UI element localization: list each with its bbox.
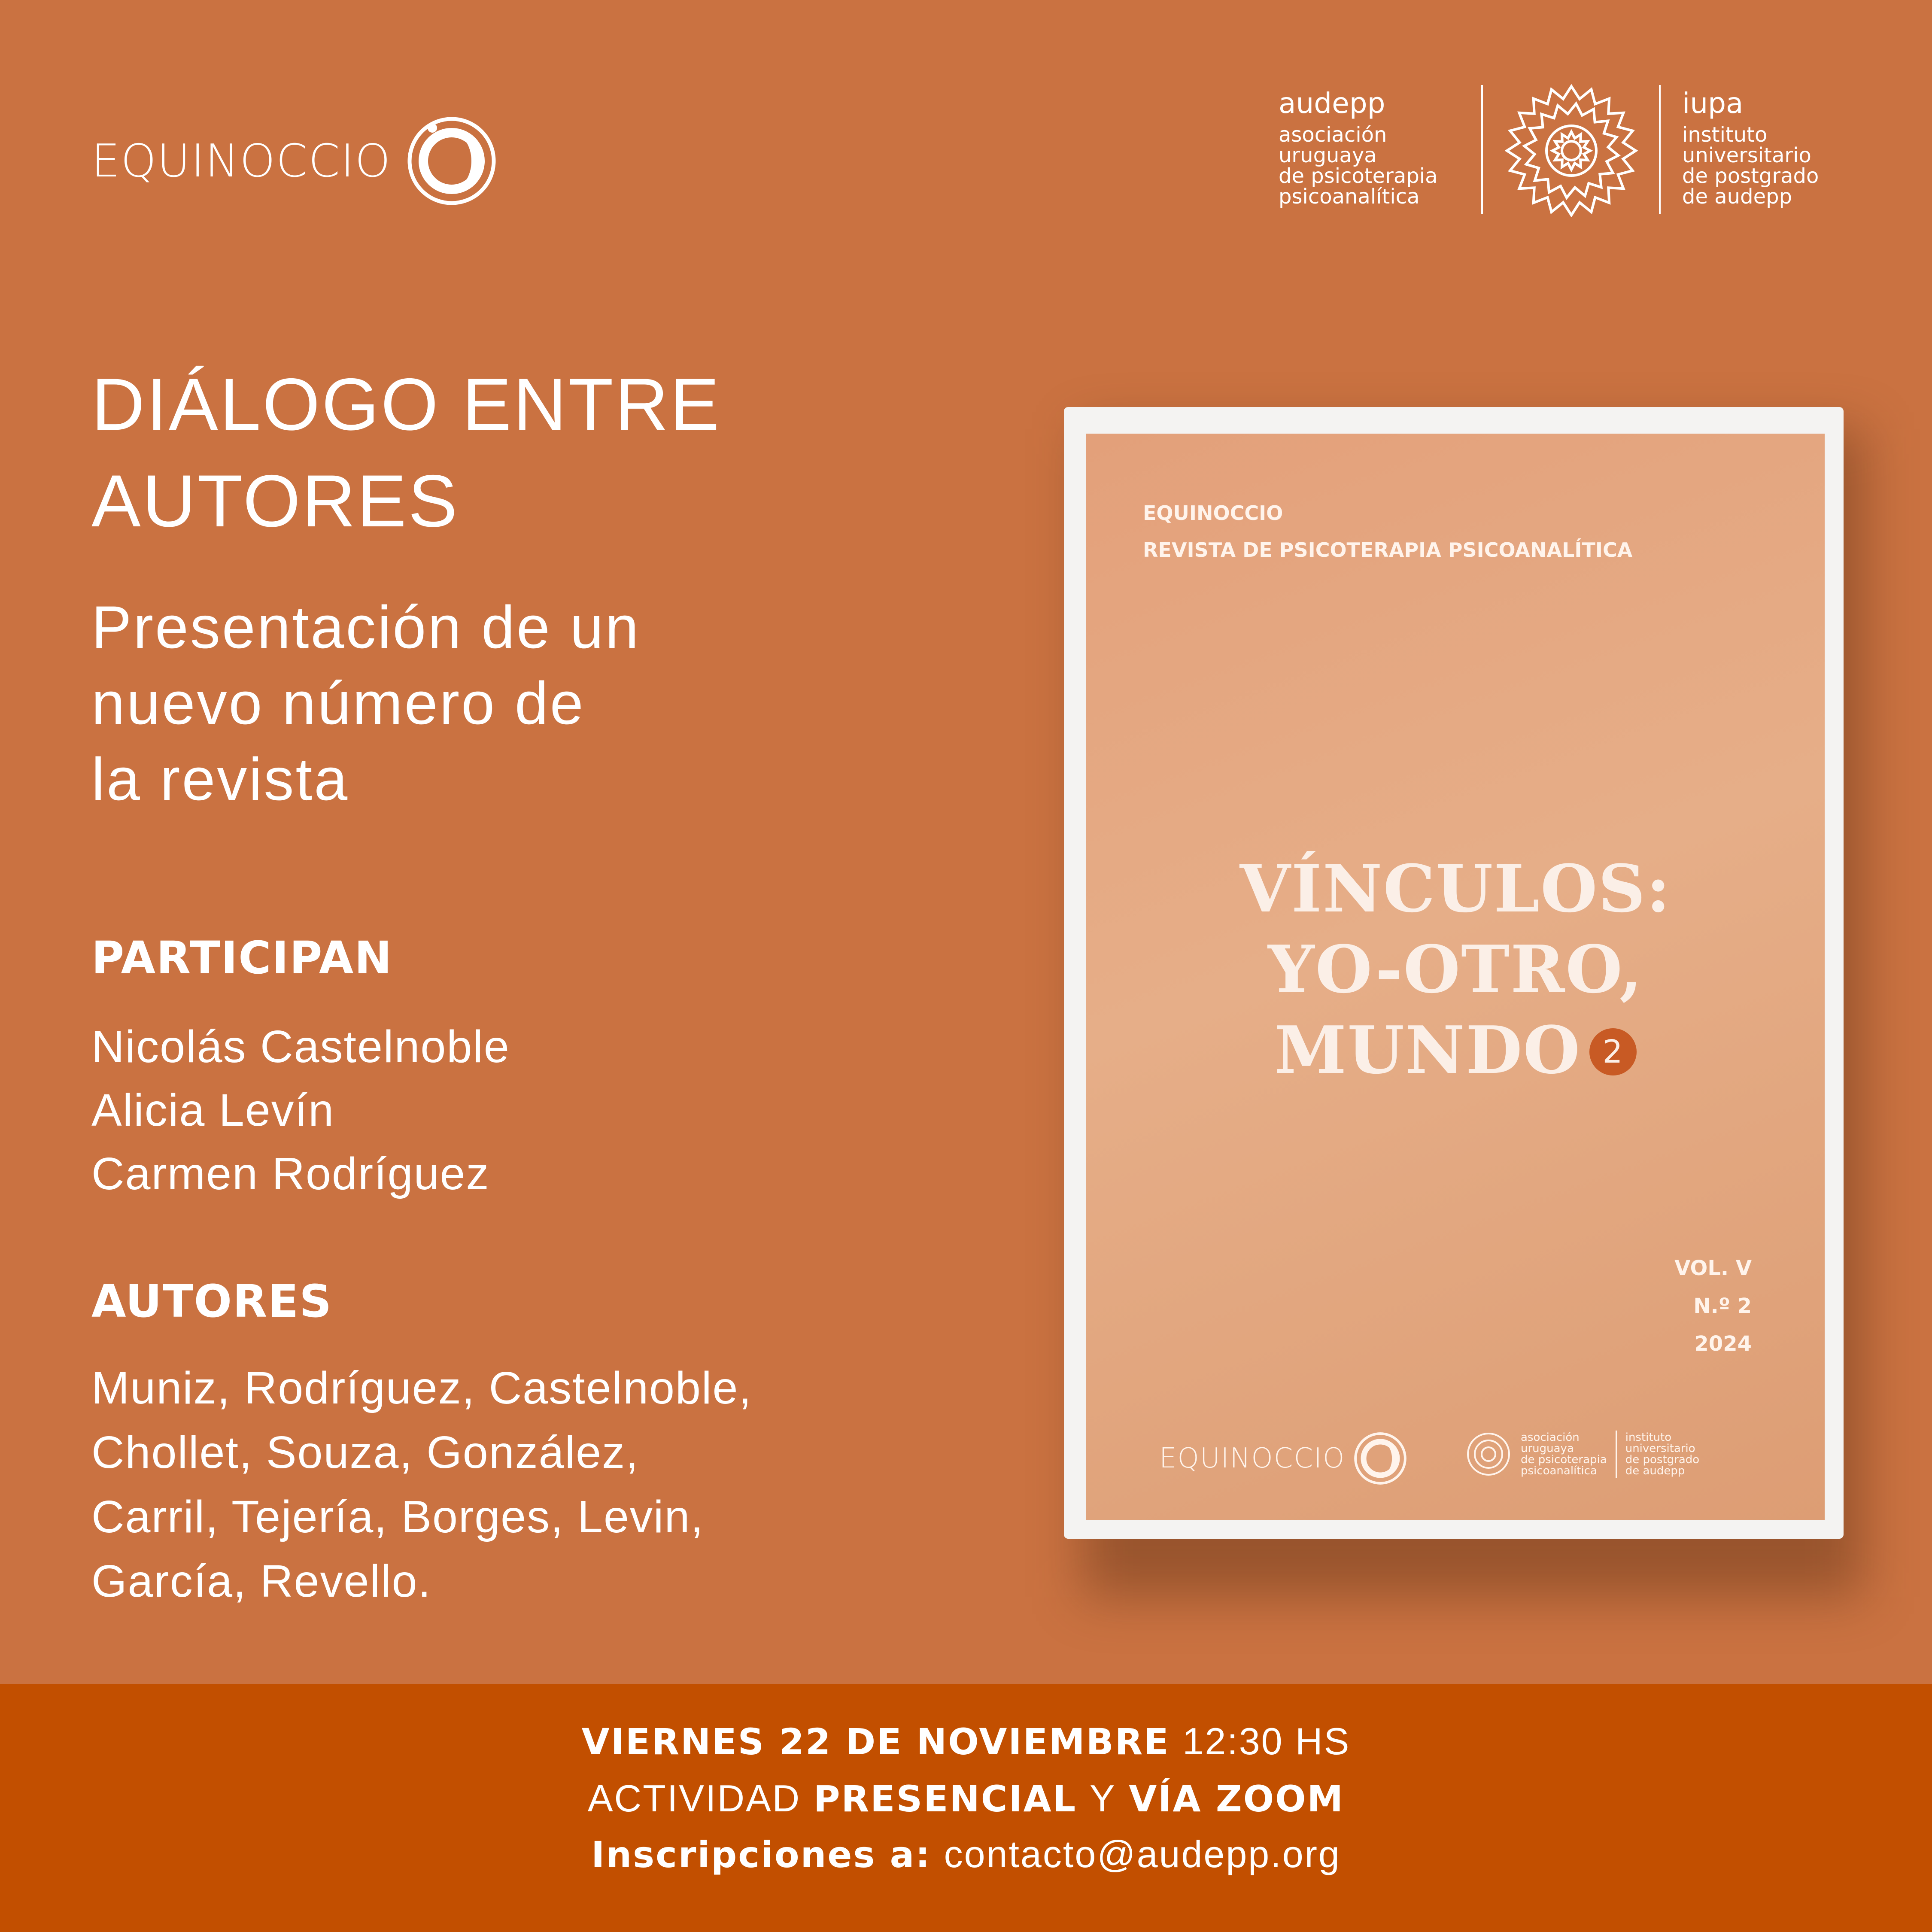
cover-iupa-line: de audepp [1625,1464,1685,1477]
title-line: AUTORES [91,460,459,542]
autores-line: Chollet, Souza, González, [91,1427,639,1478]
cover-subtitle: REVISTA DE PSICOTERAPIA PSICOANALÍTICA [1143,538,1633,562]
subtitle-line: la revista [91,745,349,813]
cover-iupa-line: instituto [1625,1431,1672,1444]
autores-line: García, Revello. [91,1556,431,1607]
participant-name: Alicia Levín [91,1085,335,1136]
autores-list [91,1356,752,1613]
autores-line: Muniz, Rodríguez, Castelnoble, [91,1363,752,1413]
participant-name: Carmen Rodríguez [91,1148,490,1199]
issue-badge: 2 [1589,1028,1637,1075]
audepp-line: uruguaya [1279,143,1377,167]
participan-heading: PARTICIPAN [91,932,393,984]
cover-title [1082,848,1829,1091]
footer-mode-line [0,1777,1932,1820]
audepp-line: psicoanalítica [1279,185,1420,209]
cover-equinoccio-logo [1159,1432,1407,1485]
subtitle-line: Presentación de un [91,593,641,661]
audepp-name: audepp [1279,87,1385,120]
footer-date-line [0,1719,1932,1763]
mode-zoom: VÍA ZOOM [1129,1778,1345,1820]
cover-header [1143,495,1632,568]
subtitle-line: nuevo número de [91,669,585,737]
equinoccio-moon-icon [407,116,497,206]
header-divider [1659,85,1661,214]
cover-divider [1616,1431,1617,1478]
cover-audepp-text [1521,1432,1607,1476]
autores-heading: AUTORES [91,1275,333,1327]
cover-moon-icon [1354,1432,1407,1485]
participant-name: Nicolás Castelnoble [91,1021,510,1072]
cover-title-line-last [1082,1010,1829,1091]
rosette-emblem-icon [1505,84,1638,217]
title-line: DIÁLOGO ENTRE [91,363,721,446]
iupa-name: iupa [1682,87,1744,120]
cover-org-logos [1465,1431,1699,1478]
cover-audepp-line: asociación [1521,1431,1580,1444]
cover-audepp-line: psicoanalítica [1521,1464,1597,1477]
audepp-line: de psicoterapia [1279,164,1438,188]
cover-audepp-line: de psicoterapia [1521,1453,1607,1466]
iupa-line: instituto [1682,123,1768,147]
mode-presencial: PRESENCIAL [813,1778,1077,1820]
cover-rosette-icon [1465,1431,1512,1478]
cover-vol: VOL. V [1674,1256,1752,1280]
cover-title-line: YO-OTRO, [1268,931,1643,1008]
cover-audepp-line: uruguaya [1521,1442,1574,1455]
cover-iupa-text [1625,1432,1699,1476]
cover-iupa-line: de postgrado [1625,1453,1700,1466]
mode-label: ACTIVIDAD [587,1777,801,1820]
cover-year: 2024 [1694,1332,1752,1356]
cover-num: N.º 2 [1693,1294,1752,1318]
event-title [91,356,721,550]
cover-volume-info [1623,1249,1752,1363]
event-subtitle [91,589,640,817]
registration-email[interactable]: contacto@audepp.org [944,1833,1341,1875]
participan-list [91,1015,510,1206]
audepp-logo [1279,89,1438,207]
cover-iupa-line: universitario [1625,1442,1695,1455]
mode-and: Y [1089,1777,1116,1820]
autores-line: Carril, Tejería, Borges, Levin, [91,1492,704,1542]
header-divider [1481,85,1483,214]
iupa-line: de audepp [1682,185,1792,209]
cover-title-line: VÍNCULOS: [1239,850,1671,927]
cover-equinoccio-wordmark: EQUINOCCIO [1159,1443,1346,1474]
iupa-logo [1682,89,1819,207]
event-date: VIERNES 22 DE NOVIEMBRE [581,1721,1170,1763]
equinoccio-logo [91,116,497,206]
equinoccio-wordmark: EQUINOCCIO [91,135,392,187]
cover-title-word: MUNDO [1274,1012,1581,1088]
cover-brand: EQUINOCCIO [1143,501,1283,525]
footer-registration-line [0,1832,1932,1876]
iupa-line: universitario [1682,143,1811,167]
event-time: 12:30 HS [1182,1720,1351,1762]
iupa-line: de postgrado [1682,164,1819,188]
audepp-line: asociación [1279,123,1387,147]
registration-label: Inscripciones a: [591,1834,931,1876]
